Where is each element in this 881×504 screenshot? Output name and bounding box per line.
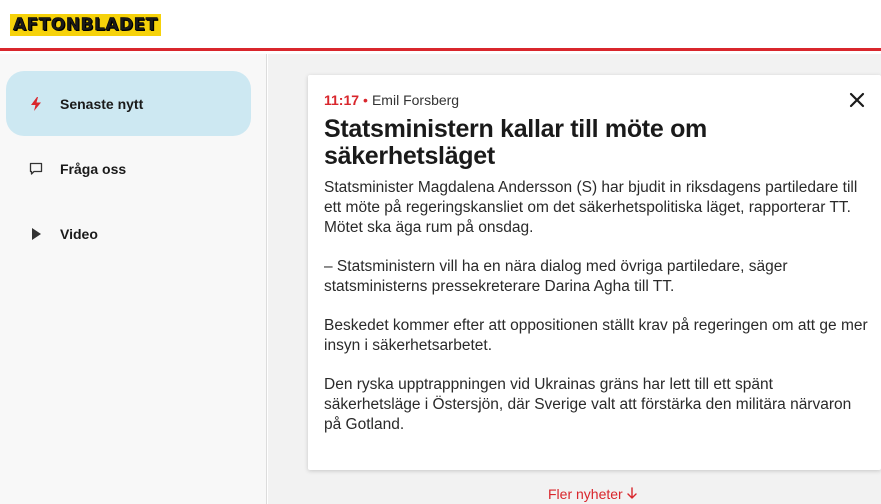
arrow-down-icon (627, 486, 637, 502)
sidebar-item-senaste-nytt[interactable] (6, 71, 251, 136)
play-icon (29, 227, 43, 241)
more-news-link[interactable] (548, 486, 637, 502)
aftonbladet-logo[interactable] (10, 14, 161, 36)
article-paragraph: Beskedet kommer efter att oppositionen ställt krav på regeringen om att ge mer insyn i säkerhetsarbetet. (324, 317, 868, 354)
article-author: Emil Forsberg (371, 92, 460, 108)
close-button[interactable] (848, 91, 866, 109)
chat-bubble-icon (29, 162, 43, 176)
sidebar-item-label: Fråga oss (60, 160, 127, 177)
article-paragraph: – Statsministern vill ha en nära dialog med övriga partiledare, säger statsministerns pressekreterare Darina Agha till TT. (324, 258, 788, 295)
logo-text: AFTONBLADET (13, 15, 158, 35)
close-icon (848, 91, 866, 109)
more-news-label: Fler nyheter (548, 486, 623, 502)
meta-separator: • (363, 92, 368, 108)
sidebar-item-label: Senaste nytt (60, 95, 144, 112)
site-header (0, 0, 881, 51)
article-time: 11:17 (324, 92, 360, 108)
sidebar-item-fraga-oss[interactable] (6, 136, 251, 201)
sidebar (0, 54, 267, 504)
article-paragraph: Statsminister Magdalena Andersson (S) har bjudit in riksdagens partiledare till ett möte på regeringskansliet om det säkerhetspolitiska läget, rapporterar TT. Mötet ska äga rum på onsdag. (324, 179, 858, 236)
article-meta (324, 92, 459, 108)
sidebar-item-video[interactable] (6, 201, 251, 266)
main-content (268, 54, 881, 504)
sidebar-item-label: Video (60, 225, 98, 242)
news-card (308, 75, 881, 470)
article-headline: Statsministern kallar till möte om säkerhetsläget (324, 115, 707, 170)
article-paragraph: Den ryska upptrappningen vid Ukrainas gräns har lett till ett spänt säkerhetsläge i Östersjön, där Sverige valt att förstärka den militära närvaron på Gotland. (324, 376, 852, 433)
lightning-icon (29, 97, 43, 111)
